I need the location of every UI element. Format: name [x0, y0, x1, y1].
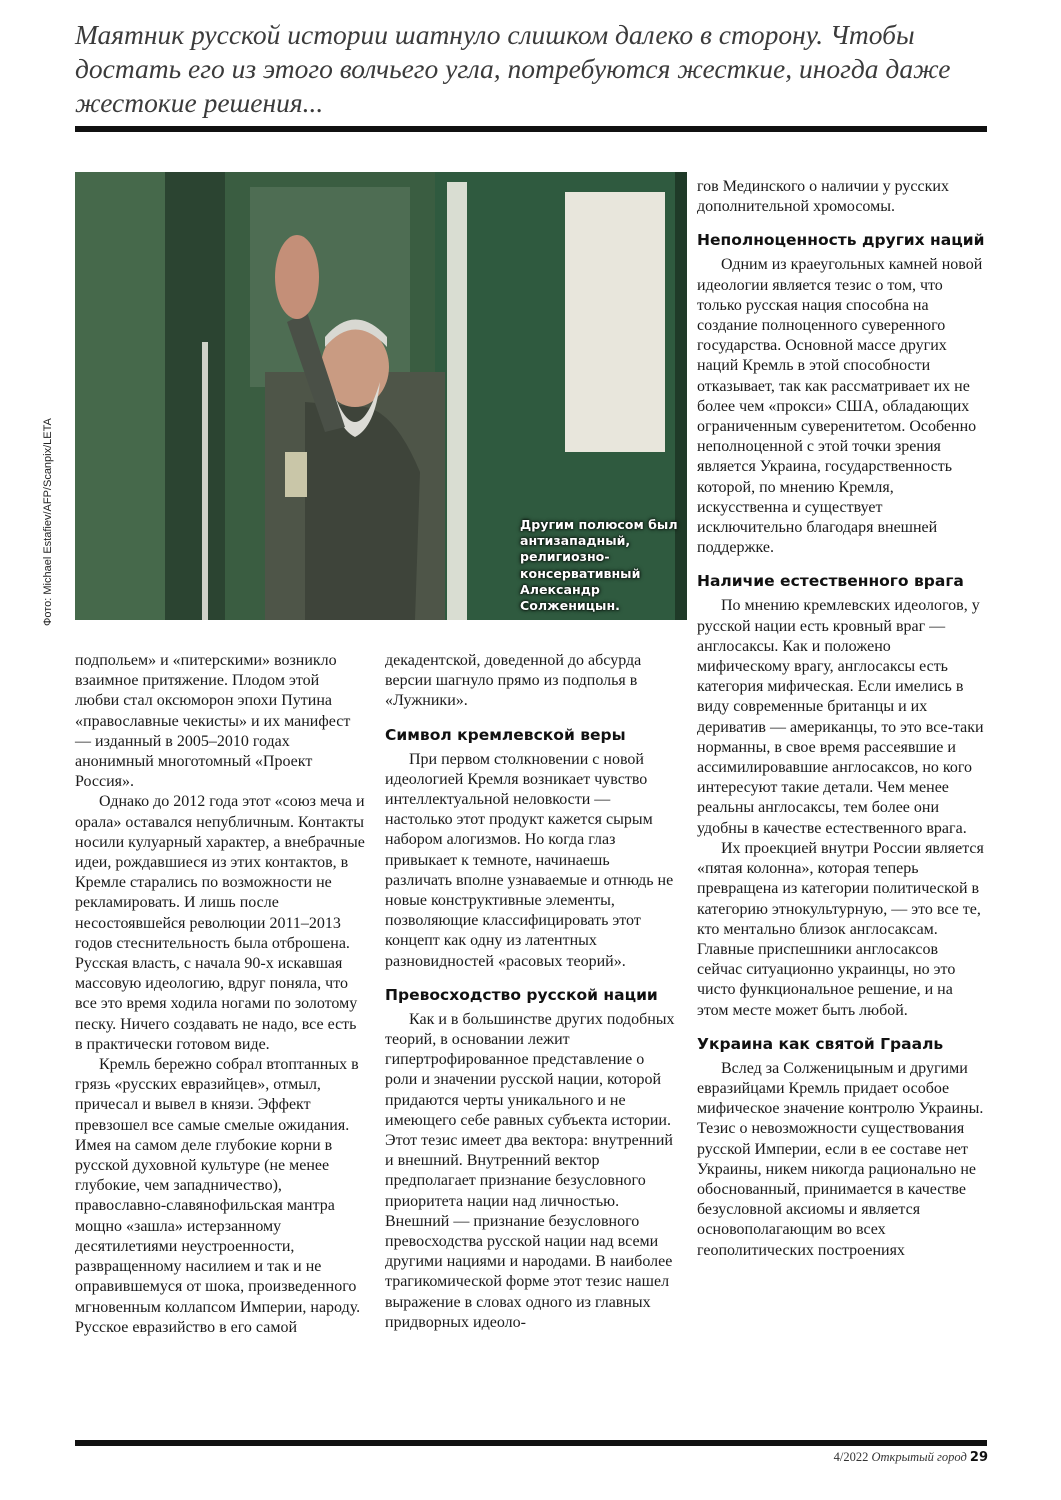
col3-paragraph-3: По мнению кремлевских идеологов, у русской нации есть кровный враг — англосаксы. Как и положено мифическому врагу, англосаксы есть категория мифическая. Если имелись в виду современные британцы и их дериватив — американцы, то это все-таки норманны, в свое время рассеявшие и ассимилировавшие англосаксов, но кого интересуют такие детали. Чем менее реальны англосаксы, тем более они удобны в качестве естественного врага. — [697, 597, 984, 837]
col3-paragraph-2: Одним из краеугольных камней новой идеологии является тезис о том, что только русская нация способна на создание полноценного суверенного государства. Основной массе других наций Кремль в этой способности отказывает, так как рассматривает их не более чем «прокси» США, обладающих ограниченным суверенитетом. Особенно неполноценной с этой точки зрения является Украина, государственность которой, по мнению Кремля, искусственна и существует исключительно благодаря внешней поддержке. — [697, 256, 983, 557]
col3-paragraph-4: Их проекцией внутри России является «пятая колонна», которая теперь превращена из категории политической в категорию этнокультурную, — это все те, кто ментально близок англосаксам. Главные приспешники англосаксов сейчас ситуационно украинцы, но это чисто функциональное решение, и на этом месте может быть любой. — [697, 839, 984, 1019]
col1-paragraph-2: Однако до 2012 года этот «союз меча и орала» оставался непубличным. Контакты носили кулуарный характер, а внебрачные идеи, рождавшиеся из этих контактов, в Кремле старались по возможности не рекламировать. И лишь после несостоявшейся революции 2011–2013 годов стеснительность была отброшена. Русская власть, с начала 90-х искавшая массовую идеологию, вдруг поняла, что все это время ходила ногами по золотому песку. Ничего создавать не надо, все есть в практически готовом виде. — [75, 793, 365, 1053]
photo-caption: Другим полюсом был антизападный, религиозно-консервативный Александр Солженицын. — [520, 517, 678, 614]
pullquote: Маятник русской истории шатнуло слишком далеко в сторону. Чтобы достать его из этого волчьего угла, потребуются жесткие, иногда даже жестокие решения... — [75, 19, 951, 118]
bottom-rule — [75, 1440, 987, 1446]
column-3 — [697, 177, 987, 1261]
col2-paragraph-3: Как и в большинстве других подобных теорий, в основании лежит гипертрофированное представление о роли и значении русской нации, которой придаются черты уникального и не имеющего себе равных субъекта истории. Этот тезис имеет два вектора: внутренний и внешний. Внутренний вектор предполагает признание безусловного приоритета нации над личностью. Внешний — признание безусловного превосходства русской нации над всеми другими нациями и народами. В наиболее трагикомической форме этот тезис нашел выражение в словах одного из главных придворных идеоло- — [385, 1010, 675, 1331]
heading-russian-superiority: Превосходство русской нации — [385, 985, 658, 1004]
heading-ukraine-grail: Украина как святой Грааль — [697, 1034, 944, 1053]
col3-paragraph-5: Вслед за Солженицыным и другими евразийцами Кремль придает особое мифическое значение контролю Украины. Тезис о невозможности существования русской Империи, если в ее составе нет Украины, никем никогда рационально не обоснованный, принимается в качестве безусловной аксиомы и является основополагающим во всех геополитических построениях — [697, 1059, 984, 1259]
heading-inferiority: Неполноценность других наций — [697, 231, 985, 250]
page-footer — [760, 1450, 988, 1465]
col2-paragraph-2: При первом столкновении с новой идеологией Кремля возникает чувство интеллектуальной неловкости — настолько этот продукт кажется сырым набором алогизмов. Но когда глаз привыкает к темноте, начинаешь различать вполне узнаваемые и отнюдь не новые конструктивные элементы, позволяющие классифицировать этот концепт как одну из латентных разновидностей «расовых теорий». — [385, 750, 674, 970]
heading-natural-enemy: Наличие естественного врага — [697, 572, 964, 591]
col2-paragraph-1: декадентской, доведенной до абсурда версии шагнуло прямо из подполья в «Лужники». — [385, 652, 642, 710]
col1-paragraph-1: подпольем» и «питерскими» возникло взаимное притяжение. Плодом этой любви стал оксюморон эпохи Путина «православные чекисты» и их манифест — изданный в 2005–2010 годах анонимный многотомный «Проект Россия». — [75, 652, 351, 791]
page-number: 29 — [969, 1450, 988, 1465]
col3-paragraph-1: гов Мединского о наличии у русских дополнительной хромосомы. — [697, 178, 949, 216]
heading-kremlin-faith: Символ кремлевской веры — [385, 725, 626, 744]
issue-number: 4/2022 — [833, 1450, 869, 1464]
photo-credit: Фото: Michael Estafiev/AFP/Scanpix/LETA — [42, 418, 54, 626]
col1-paragraph-3: Кремль бережно собрал втоптанных в грязь «русских евразийцев», отмыл, причесал и вывел в князи. Эффект превзошел все самые смелые ожидания. Имея на самом деле глубокие корни в русской духовной культуре (не менее глубокие, чем западничество), православно-славянофильская мантра мощно «зашла» истерзанному десятилетиями неустроенности, развращенному насилием и так и не оправившемуся от шока, произведенного мгновенным коллапсом Империи, народу. Русское евразийство в его самой — [75, 1056, 361, 1336]
journal-name: Открытый город — [871, 1450, 967, 1464]
column-1 — [75, 651, 365, 1338]
top-rule — [75, 126, 987, 132]
column-2 — [385, 651, 675, 1333]
